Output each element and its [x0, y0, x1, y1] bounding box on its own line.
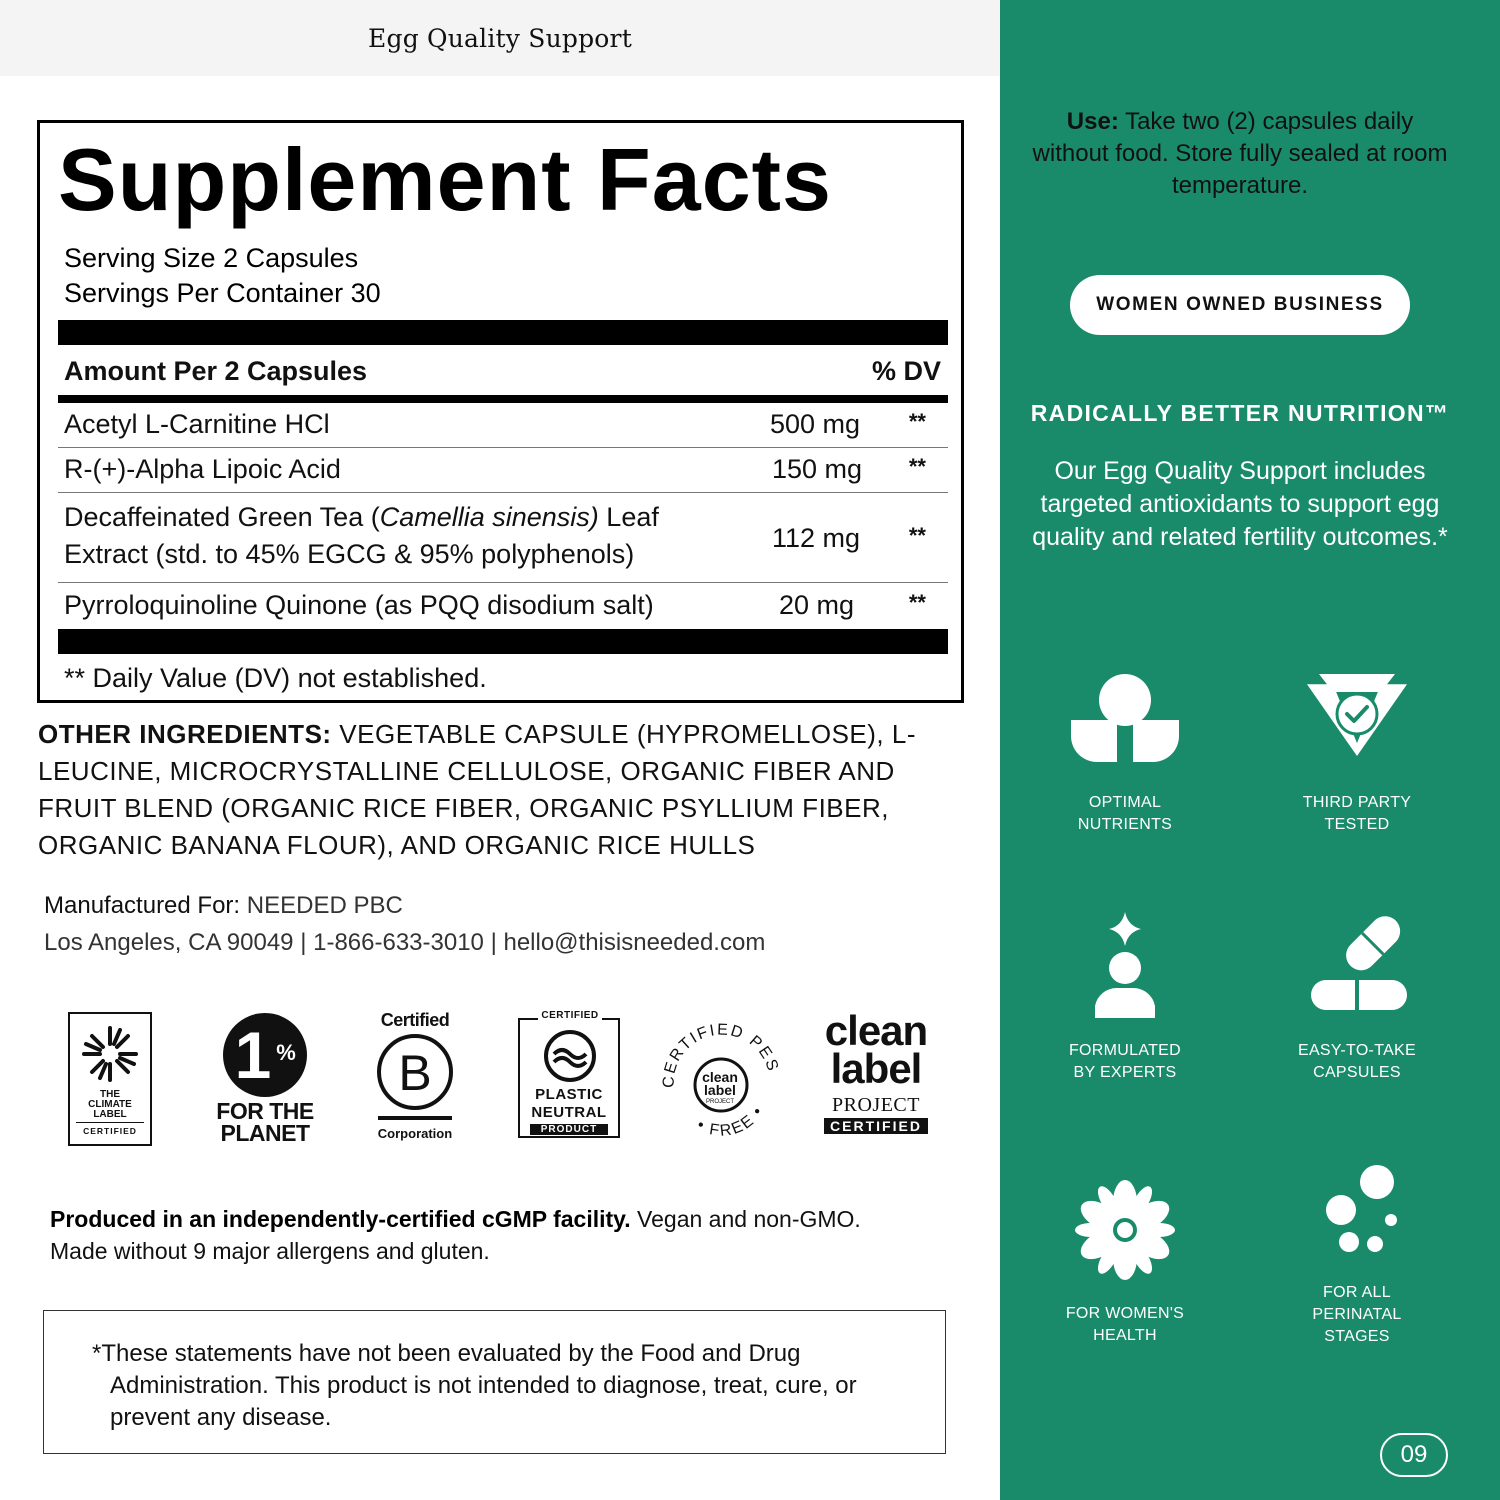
page-header — [0, 0, 1000, 76]
nutrient-name: Acetyl L-Carnitine HCl — [64, 409, 330, 439]
svg-text:CERTIFIED PESTICIDE: CERTIFIED PES — [660, 1021, 782, 1089]
nutrient-row — [58, 583, 948, 628]
nutrient-row — [58, 448, 948, 493]
fda-disclaimer-box — [43, 1310, 946, 1454]
production-rest: Vegan and non-GMO. — [630, 1206, 861, 1232]
nutrient-dv: ** — [908, 454, 926, 479]
b-corp-logo: Certified B Corporation — [370, 1010, 460, 1150]
capsule-icon — [1297, 910, 1417, 1020]
nutrient-name-line2: Extract (std. to 45% EGCG & 95% polyphenols) — [64, 539, 635, 569]
nutrient-name: Decaffeinated Green Tea (Camellia sinensis) Leaf — [64, 502, 659, 532]
tested-check-icon — [1297, 670, 1417, 770]
nutrient-dv: ** — [908, 523, 926, 548]
pesticide-free-seal-icon — [656, 1010, 786, 1145]
nutrient-name: R-(+)-Alpha Lipoic Acid — [64, 454, 341, 484]
production-statement — [50, 1203, 861, 1267]
product-description: Our Egg Quality Support includes targeted antioxidants to support egg quality and related fertility outcomes.* — [1032, 457, 1448, 551]
manufacturer-label: Manufactured For: — [44, 892, 241, 919]
feature-perinatal-stages: FOR ALL PERINATAL STAGES — [1257, 1160, 1457, 1348]
other-ingredients-text: VEGETABLE CAPSULE (HYPROMELLOSE), L-LEUCINE, MICROCRYSTALLINE CELLULOSE, ORGANIC FIBER AND FRUIT BLEND (ORGANIC RICE FIBER, ORGANIC PSYLLIUM FIBER, ORGANIC BANANA FLOUR), AND ORGANIC RICE HULLS — [38, 719, 916, 860]
usage-label: Use: — [1066, 108, 1119, 135]
nutrient-dv: ** — [908, 409, 926, 434]
nutrients-icon — [1065, 670, 1185, 770]
thick-divider — [58, 320, 948, 345]
svg-text:B: B — [398, 1045, 432, 1101]
medium-divider — [58, 395, 948, 403]
plastic-neutral-logo: CERTIFIED PLASTIC NEUTRAL PRODUCT — [518, 1018, 620, 1138]
usage-text: Take two (2) capsules daily without food. Store fully sealed at room temperature. — [1032, 108, 1448, 199]
climate-label-logo: THE CLIMATE LABEL CERTIFIED — [68, 1012, 152, 1146]
sunburst-icon — [70, 1018, 150, 1093]
nutrient-amount: 500 mg — [770, 409, 861, 439]
nutrient-amount: 20 mg — [779, 590, 855, 620]
dots-icon — [1297, 1160, 1417, 1260]
svg-text:clean: clean — [702, 1069, 738, 1085]
page-title: Egg Quality Support — [368, 23, 632, 53]
svg-text:label: label — [704, 1082, 736, 1098]
pesticide-free-logo — [656, 1010, 786, 1150]
facts-footnote: ** Daily Value (DV) not established. — [64, 663, 487, 693]
clean-label-logo: clean label PROJECT CERTIFIED — [824, 1007, 928, 1134]
manufacturer-info — [44, 887, 765, 961]
feature-formulated-by-experts: FORMULATED BY EXPERTS — [1025, 910, 1225, 1084]
feature-optimal-nutrients: OPTIMAL NUTRIENTS — [1025, 670, 1225, 836]
nutrient-row — [58, 403, 948, 448]
svg-text:PROJECT: PROJECT — [705, 1099, 735, 1105]
b-circle-icon — [370, 1032, 460, 1122]
wave-icon — [542, 1028, 598, 1084]
manufacturer-name: NEEDED PBC — [240, 892, 403, 919]
planet-circle-icon — [220, 1010, 310, 1100]
nutrient-dv: ** — [908, 590, 926, 615]
amount-header: Amount Per 2 Capsules — [64, 356, 368, 386]
supplement-facts-title: Supplement Facts — [58, 130, 832, 229]
nutrient-amount: 150 mg — [772, 454, 863, 484]
nutrient-row — [58, 493, 948, 583]
feature-easy-capsules: EASY-TO-TAKE CAPSULES — [1257, 910, 1457, 1084]
allergen-statement: Made without 9 major allergens and gluten. — [50, 1238, 490, 1264]
serving-size: Serving Size 2 Capsules — [64, 243, 359, 273]
certification-logos — [60, 1007, 960, 1150]
tagline: RADICALLY BETTER NUTRITION™ — [1030, 400, 1450, 426]
nutrient-name: Pyrroloquinoline Quinone (as PQQ disodium salt) — [64, 590, 654, 620]
production-bold: Produced in an independently-certified cGMP facility. — [50, 1206, 631, 1232]
fda-disclaimer-text: *These statements have not been evaluated by the Food and Drug Administration. This product is not intended to diagnose, treat, cure, or prevent any disease. — [92, 1340, 857, 1431]
nutrient-amount: 112 mg — [772, 523, 861, 553]
flower-icon — [1065, 1175, 1185, 1285]
servings-per-container: Servings Per Container 30 — [64, 278, 381, 308]
feature-third-party-tested: THIRD PARTY TESTED — [1257, 670, 1457, 836]
svg-text:• FREE •: • FREE • — [693, 1103, 768, 1140]
usage-instructions — [1030, 106, 1450, 202]
one-percent-planet-logo: 1 % FOR THE PLANET — [200, 1010, 330, 1150]
svg-text:1: 1 — [234, 1018, 272, 1092]
women-owned-badge: WOMEN OWNED BUSINESS — [1070, 275, 1410, 335]
other-ingredients — [38, 716, 968, 864]
expert-person-icon — [1065, 910, 1185, 1020]
feature-womens-health: FOR WOMEN'S HEALTH — [1025, 1175, 1225, 1347]
dv-header: % DV — [871, 356, 941, 386]
svg-text:%: % — [276, 1040, 296, 1065]
supplement-facts-panel — [37, 120, 964, 703]
page-number: 09 — [1380, 1433, 1448, 1477]
thick-divider — [58, 629, 948, 654]
manufacturer-address: Los Angeles, CA 90049 | 1-866-633-3010 | hello@thisisneeded.com — [44, 929, 766, 956]
other-ingredients-label: OTHER INGREDIENTS: — [38, 719, 332, 749]
